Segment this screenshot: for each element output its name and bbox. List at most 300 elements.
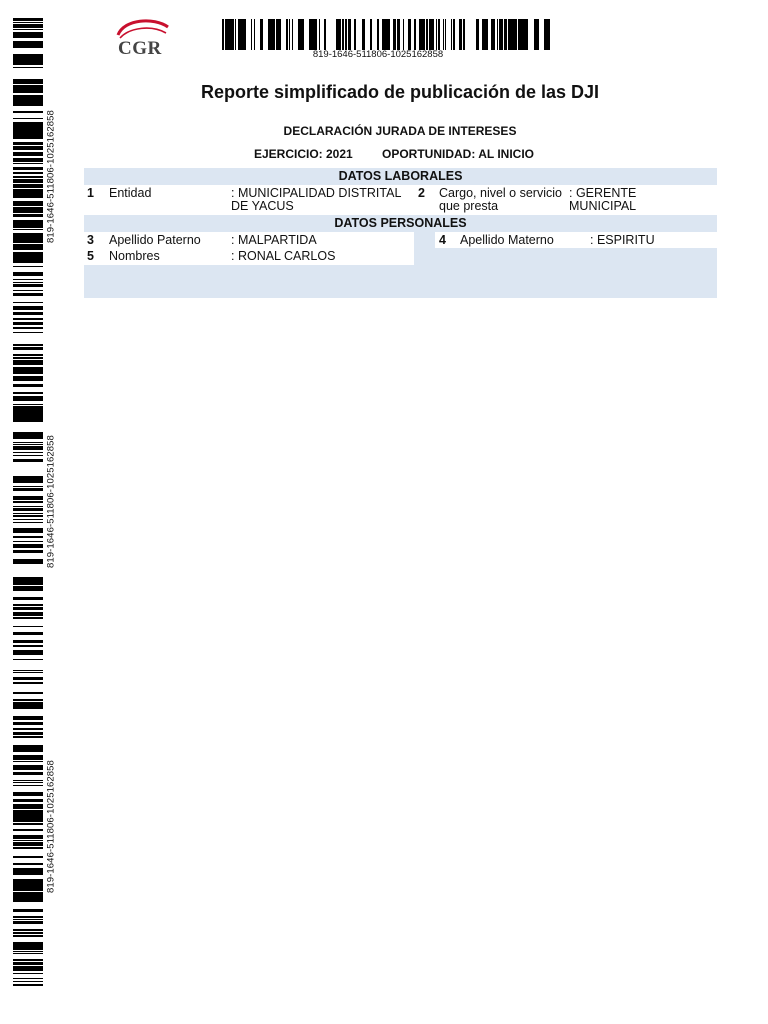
barcode-bar xyxy=(431,19,434,50)
barcode-bar xyxy=(13,782,43,783)
barcode-bar xyxy=(13,530,43,531)
barcode-bar xyxy=(13,398,43,401)
barcode-bar xyxy=(354,19,355,50)
dji-table xyxy=(84,168,717,298)
barcode-bar xyxy=(13,488,43,489)
row-spacer xyxy=(414,248,717,265)
barcode-bar xyxy=(13,886,43,888)
barcode-bar xyxy=(235,19,236,50)
barcode-bar xyxy=(313,19,315,50)
barcode-bar xyxy=(419,19,420,50)
barcode-bar xyxy=(13,261,43,263)
barcode-bar xyxy=(13,840,43,841)
barcode-bar xyxy=(544,19,546,50)
barcode-bar xyxy=(243,19,246,50)
barcode-bar xyxy=(13,612,43,613)
barcode-bar xyxy=(13,384,43,387)
barcode-bar xyxy=(13,196,43,197)
barcode-bar xyxy=(13,792,43,793)
field-number: 5 xyxy=(87,249,94,263)
barcode-bar xyxy=(13,884,43,885)
barcode-bar xyxy=(13,203,43,204)
barcode-bar xyxy=(13,220,43,223)
barcode-bar xyxy=(315,19,317,50)
barcode-bar xyxy=(13,652,43,655)
barcode-bar xyxy=(13,226,43,227)
barcode-bar xyxy=(492,19,493,50)
barcode-bar xyxy=(13,293,43,294)
barcode-bar xyxy=(13,489,43,490)
barcode-bar xyxy=(534,19,536,50)
barcode-bar xyxy=(13,700,43,701)
barcode-bar xyxy=(348,19,349,50)
barcode-bar xyxy=(13,229,43,230)
barcode-bar xyxy=(13,765,43,767)
barcode-bar xyxy=(459,19,461,50)
barcode-bar xyxy=(13,214,43,217)
barcode-bar xyxy=(509,19,510,50)
barcode-bar xyxy=(13,885,43,886)
barcode-bar xyxy=(13,845,43,846)
barcode-bar xyxy=(319,19,320,50)
barcode-bar xyxy=(13,815,43,816)
barcode-bar xyxy=(438,19,439,50)
barcode-bar xyxy=(13,459,43,461)
barcode-bar xyxy=(13,746,43,749)
barcode-bar xyxy=(408,19,411,50)
barcode-bar xyxy=(13,210,43,212)
section-heading-personales: DATOS PERSONALES xyxy=(84,215,717,232)
barcode-bar xyxy=(13,871,43,874)
barcode-bar xyxy=(13,61,43,64)
barcode-bar xyxy=(13,888,43,891)
barcode-bar xyxy=(13,900,43,902)
barcode-bar xyxy=(13,706,43,709)
barcode-bar xyxy=(13,759,43,760)
barcode-bar xyxy=(337,19,340,50)
barcode-bar xyxy=(13,309,43,310)
barcode-bar xyxy=(13,421,43,422)
barcode-bar xyxy=(13,804,43,807)
barcode-bar xyxy=(13,57,43,58)
barcode-bar xyxy=(13,732,43,734)
barcode-bar xyxy=(387,19,390,50)
barcode-bar xyxy=(13,936,43,937)
barcode-bar xyxy=(487,19,488,50)
barcode-bar xyxy=(508,19,509,50)
barcode-bar xyxy=(13,43,43,45)
barcode-bar xyxy=(13,364,43,365)
barcode-bar xyxy=(13,816,43,819)
barcode-bar xyxy=(13,34,43,37)
barcode-bar xyxy=(13,476,43,479)
barcode-bar xyxy=(13,393,43,394)
barcode-bar xyxy=(13,895,43,897)
vertical-barcode-1 xyxy=(13,18,43,336)
barcode-bar xyxy=(439,19,440,50)
barcode-bar xyxy=(499,19,500,50)
vertical-barcode-number-1: 819-1646-511806-1025162858 xyxy=(45,110,57,244)
barcode-bar xyxy=(13,856,43,857)
barcode-bar xyxy=(13,921,43,924)
barcode-bar xyxy=(13,799,43,801)
barcode-bar xyxy=(13,814,43,815)
barcode-bar xyxy=(13,461,43,462)
barcode-bar xyxy=(13,233,43,234)
barcode-bar xyxy=(13,718,43,719)
barcode-bar xyxy=(272,19,275,50)
barcode-bar xyxy=(228,19,231,50)
barcode-bar xyxy=(13,372,43,373)
barcode-bar xyxy=(519,19,522,50)
barcode-bar xyxy=(13,607,43,609)
barcode-bar xyxy=(477,19,478,50)
barcode-bar xyxy=(525,19,528,50)
barcode-bar xyxy=(13,420,43,421)
barcode-bar xyxy=(13,181,43,182)
barcode-bar xyxy=(13,490,43,491)
barcode-bar xyxy=(13,58,43,61)
barcode-bar xyxy=(13,909,43,910)
barcode-bar xyxy=(370,19,372,50)
barcode-bar xyxy=(222,19,224,50)
barcode-bar xyxy=(13,749,43,750)
barcode-bar xyxy=(13,253,43,255)
barcode-bar xyxy=(13,919,43,920)
barcode-bar xyxy=(13,241,43,242)
barcode-bar xyxy=(13,279,43,280)
barcode-bar xyxy=(13,361,43,364)
barcode-bar xyxy=(231,19,232,50)
barcode-bar xyxy=(13,967,43,968)
barcode-bar xyxy=(13,407,43,409)
barcode-bar xyxy=(13,45,43,46)
barcode-bar xyxy=(13,242,43,243)
barcode-bar xyxy=(13,252,43,253)
barcode-bar xyxy=(382,19,383,50)
barcode-bar xyxy=(13,716,43,717)
barcode-bar xyxy=(501,19,502,50)
barcode-bar xyxy=(13,945,43,948)
barcode-bar xyxy=(13,758,43,759)
barcode-bar xyxy=(346,19,347,50)
barcode-bar xyxy=(324,19,326,50)
barcode-bar xyxy=(232,19,234,50)
barcode-bar xyxy=(461,19,462,50)
ejercicio-label: EJERCICIO: 2021 xyxy=(254,147,353,161)
barcode-bar xyxy=(13,54,43,55)
barcode-bar xyxy=(13,248,43,250)
barcode-bar xyxy=(13,499,43,500)
barcode-bar xyxy=(13,455,43,456)
barcode-bar xyxy=(13,544,43,545)
barcode-bar xyxy=(342,19,344,50)
barcode-bar xyxy=(414,19,416,50)
barcode-bar xyxy=(511,19,514,50)
barcode-bar xyxy=(13,933,43,934)
barcode-bar xyxy=(13,717,43,718)
barcode-bar xyxy=(13,811,43,812)
barcode-bar xyxy=(13,357,43,359)
barcode-bar xyxy=(13,155,43,156)
barcode-bar xyxy=(13,587,43,588)
barcode-bar xyxy=(538,19,539,50)
barcode-bar xyxy=(536,19,538,50)
barcode-bar xyxy=(13,397,43,398)
barcode-bar xyxy=(453,19,455,50)
barcode-bar xyxy=(13,348,43,350)
barcode-bar xyxy=(289,19,290,50)
barcode-bar xyxy=(493,19,494,50)
barcode-bar xyxy=(13,932,43,933)
barcode-bar xyxy=(13,194,43,196)
vertical-barcode-number-3: 819-1646-511806-1025162858 xyxy=(45,760,57,894)
barcode-bar xyxy=(13,307,43,308)
barcode-bar xyxy=(13,312,43,315)
barcode-bar xyxy=(13,24,43,25)
barcode-bar xyxy=(514,19,515,50)
barcode-bar xyxy=(13,586,43,587)
barcode-bar xyxy=(516,19,517,50)
barcode-bar xyxy=(13,184,43,186)
barcode-bar xyxy=(13,599,43,600)
barcode-bar xyxy=(13,935,43,936)
barcode-bar xyxy=(13,347,43,348)
barcode-bar xyxy=(13,377,43,378)
field-number: 3 xyxy=(87,233,94,247)
barcode-bar xyxy=(13,837,43,839)
barcode-bar xyxy=(13,32,43,33)
barcode-bar xyxy=(13,842,43,843)
barcode-bar xyxy=(13,179,43,181)
barcode-bar xyxy=(13,722,43,723)
barcode-bar xyxy=(251,19,252,50)
barcode-bar xyxy=(13,436,43,437)
barcode-bar xyxy=(349,19,351,50)
barcode-bar xyxy=(13,416,43,417)
oportunidad-label: OPORTUNIDAD: AL INICIO xyxy=(382,147,534,161)
barcode-bar xyxy=(13,812,43,814)
barcode-bar xyxy=(310,19,313,50)
barcode-bar xyxy=(260,19,263,50)
barcode-bar xyxy=(13,46,43,48)
barcode-bar xyxy=(13,412,43,415)
barcode-bar xyxy=(13,256,43,259)
barcode-bar xyxy=(13,844,43,845)
barcode-bar xyxy=(546,19,547,50)
barcode-bar xyxy=(340,19,341,50)
barcode-bar xyxy=(13,692,43,693)
barcode-bar xyxy=(13,496,43,499)
barcode-bar xyxy=(309,19,310,50)
barcode-bar xyxy=(13,55,43,57)
barcode-bar xyxy=(13,772,43,775)
barcode-bar xyxy=(13,857,43,858)
barcode-bar xyxy=(13,163,43,164)
barcode-bar xyxy=(13,37,43,38)
barcode-bar xyxy=(13,290,43,291)
barcode-bar xyxy=(13,679,43,680)
field-label-entidad: Entidad xyxy=(109,186,152,200)
barcode-bar xyxy=(13,580,43,582)
barcode-bar xyxy=(13,609,43,610)
barcode-bar xyxy=(13,745,43,746)
barcode-bar xyxy=(13,202,43,203)
barcode-bar xyxy=(397,19,398,50)
barcode-bar xyxy=(13,244,43,245)
barcode-bar xyxy=(482,19,483,50)
barcode-bar xyxy=(13,723,43,725)
barcode-bar xyxy=(13,227,43,228)
barcode-bar xyxy=(13,519,43,520)
barcode-bar xyxy=(13,245,43,248)
field-label-nombres: Nombres xyxy=(109,249,160,263)
barcode-bar xyxy=(518,19,519,50)
barcode-bar xyxy=(13,240,43,241)
barcode-bar xyxy=(13,819,43,822)
field-label-apellido-materno: Apellido Materno xyxy=(460,233,554,247)
barcode-bar xyxy=(13,916,43,918)
barcode-bar xyxy=(13,410,43,412)
barcode-bar xyxy=(300,19,303,50)
field-value-nombres: : RONAL CARLOS xyxy=(231,249,336,263)
barcode-bar xyxy=(13,327,43,328)
barcode-bar xyxy=(522,19,525,50)
field-number: 1 xyxy=(87,186,94,200)
barcode-bar xyxy=(13,192,43,194)
barcode-bar xyxy=(13,354,43,355)
barcode-bar xyxy=(13,509,43,510)
vertical-barcode-number-2: 819-1646-511806-1025162858 xyxy=(45,435,57,569)
vertical-barcode-2 xyxy=(13,343,43,661)
barcode-bar xyxy=(13,588,43,591)
barcode-bar xyxy=(13,702,43,704)
barcode-bar xyxy=(13,755,43,756)
section-heading-laborales: DATOS LABORALES xyxy=(84,168,717,185)
barcode-bar xyxy=(13,182,43,183)
barcode-bar xyxy=(13,515,43,516)
barcode-bar xyxy=(13,897,43,900)
barcode-bar xyxy=(13,835,43,836)
barcode-bar xyxy=(13,201,43,202)
barcode-bar xyxy=(13,79,43,81)
barcode-bar xyxy=(13,911,43,912)
barcode-bar xyxy=(13,578,43,579)
barcode-bar xyxy=(363,19,365,50)
barcode-bar xyxy=(429,19,431,50)
barcode-bar xyxy=(13,266,43,267)
barcode-bar xyxy=(13,699,43,700)
barcode-bar xyxy=(13,793,43,794)
barcode-bar xyxy=(298,19,299,50)
barcode-bar xyxy=(225,19,226,50)
barcode-bar xyxy=(393,19,396,50)
barcode-bar xyxy=(13,480,43,482)
barcode-bar xyxy=(13,167,43,169)
barcode-bar xyxy=(13,434,43,436)
barcode-bar xyxy=(13,550,43,553)
barcode-bar xyxy=(13,951,43,952)
barcode-bar xyxy=(13,582,43,585)
barcode-bar xyxy=(336,19,337,50)
barcode-bar xyxy=(299,19,300,50)
barcode-bar xyxy=(13,823,43,825)
barcode-bar xyxy=(510,19,511,50)
barcode-bar xyxy=(13,444,43,445)
barcode-bar xyxy=(13,404,43,405)
barcode-bar xyxy=(500,19,501,50)
barcode-bar xyxy=(13,294,43,296)
barcode-bar xyxy=(276,19,279,50)
barcode-bar xyxy=(491,19,492,50)
barcode-bar xyxy=(443,19,444,50)
barcode-bar xyxy=(13,42,43,43)
barcode-bar xyxy=(13,677,43,679)
barcode-bar xyxy=(13,306,43,307)
barcode-bar xyxy=(13,761,43,762)
barcode-bar xyxy=(426,19,428,50)
barcode-bar xyxy=(13,879,43,881)
barcode-bar xyxy=(13,948,43,949)
barcode-bar xyxy=(13,728,43,729)
barcode-bar xyxy=(13,223,43,226)
barcode-bar xyxy=(13,208,43,210)
barcode-bar xyxy=(13,868,43,871)
barcode-bar xyxy=(13,332,43,333)
barcode-bar xyxy=(423,19,424,50)
barcode-bar xyxy=(226,19,228,50)
barcode-bar xyxy=(13,239,43,240)
barcode-bar xyxy=(505,19,507,50)
barcode-bar xyxy=(13,801,43,802)
barcode-bar xyxy=(13,415,43,416)
barcode-bar xyxy=(13,284,43,285)
barcode-bar xyxy=(13,406,43,407)
barcode-bar xyxy=(13,285,43,286)
barcode-bar xyxy=(436,19,437,50)
barcode-bar xyxy=(13,302,43,303)
barcode-bar xyxy=(13,650,43,652)
field-value-apellido-materno: : ESPIRITU xyxy=(590,233,655,247)
field-value-cargo: : GERENTE MUNICIPAL xyxy=(569,186,637,213)
barcode-bar xyxy=(463,19,464,50)
barcode-bar xyxy=(13,807,43,809)
barcode-bar xyxy=(13,286,43,287)
barcode-bar xyxy=(13,161,43,162)
barcode-bar xyxy=(13,158,43,161)
barcode-bar xyxy=(13,67,43,68)
barcode-bar xyxy=(484,19,487,50)
barcode-bar xyxy=(13,118,43,119)
barcode-bar xyxy=(464,19,465,50)
barcode-bar xyxy=(13,396,43,397)
table-row xyxy=(84,185,717,215)
barcode-bar xyxy=(13,562,43,564)
barcode-bar xyxy=(268,19,271,50)
barcode-bar xyxy=(424,19,425,50)
barcode-bar xyxy=(420,19,422,50)
field-value-entidad: : MUNICIPALIDAD DISTRITAL DE YACUS xyxy=(231,186,401,213)
barcode-bar xyxy=(13,417,43,420)
barcode-bar xyxy=(13,642,43,643)
barcode-bar xyxy=(13,189,43,192)
field-number: 2 xyxy=(418,186,425,200)
barcode-bar xyxy=(445,19,446,50)
barcode-bar xyxy=(13,768,43,770)
table-footer-band xyxy=(84,265,717,298)
barcode-bar xyxy=(13,452,43,453)
table-row xyxy=(84,232,717,248)
